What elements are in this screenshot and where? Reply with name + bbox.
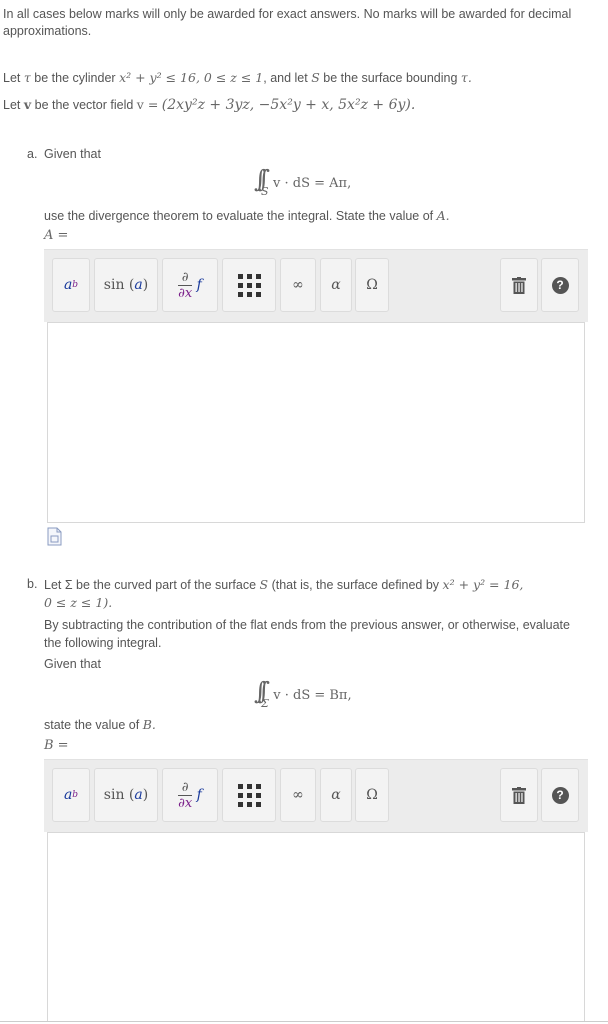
part-a-given: Given that	[44, 147, 101, 161]
greek-lower-button[interactable]: α	[320, 768, 352, 822]
power-button[interactable]: a b	[52, 258, 90, 312]
part-a-label: a.	[27, 147, 38, 161]
setup-line-2: Let v be the vector field v = (2xy²z + 3yz, −5x²y + x, 5x²z + 6y).	[3, 97, 416, 113]
trash-icon	[512, 787, 526, 804]
power-button[interactable]: a b	[52, 768, 90, 822]
infinity-button[interactable]: ∞	[280, 768, 316, 822]
help-button[interactable]	[541, 258, 579, 312]
vector-field-expression: (2xy²z + 3yz, −5x²y + x, 5x²z + 6y).	[161, 97, 416, 113]
part-b-answer-label: B =	[44, 738, 69, 753]
help-icon: ?	[552, 277, 569, 294]
cylinder-equation: x² + y² ≤ 16, 0 ≤ z ≤ 1	[119, 70, 264, 85]
matrix-button[interactable]	[222, 258, 276, 312]
part-a-instruction: use the divergence theorem to evaluate the integral. State the value of A.	[44, 208, 450, 223]
part-b-given: Given that	[44, 657, 101, 671]
delete-button[interactable]	[500, 258, 538, 312]
greek-lower-button[interactable]: α	[320, 258, 352, 312]
infinity-button[interactable]: ∞	[280, 258, 316, 312]
part-a-math-toolbar	[44, 249, 588, 322]
part-a-integral: $\int\int_S$ v · dS = Aπ,	[254, 165, 352, 198]
function-button[interactable]: sin ( a )	[94, 258, 158, 312]
matrix-grid-icon	[238, 274, 261, 297]
page-bottom-divider	[0, 1021, 608, 1022]
function-button[interactable]: sin ( a )	[94, 768, 158, 822]
instructions-text: In all cases below marks will only be awarded for exact answers. No marks will be awarded for decimal approximations.	[3, 7, 572, 38]
part-b-label: b.	[27, 577, 38, 591]
matrix-grid-icon	[238, 784, 261, 807]
part-b-instruction: state the value of B.	[44, 717, 156, 732]
part-b-line-2: 0 ≤ z ≤ 1).	[44, 595, 113, 610]
part-b-paragraph: By subtracting the contribution of the flat ends from the previous answer, or otherwise, evaluate the following integral.	[44, 618, 570, 650]
part-b-answer-editor[interactable]	[47, 832, 585, 1022]
delete-button[interactable]	[500, 768, 538, 822]
setup-line-1: Let τ be the cylinder x² + y² ≤ 16, 0 ≤ z ≤ 1, and let S be the surface bounding τ.	[3, 70, 472, 85]
part-a-answer-label: A =	[44, 228, 69, 243]
part-b-math-toolbar	[44, 759, 588, 832]
trash-icon	[512, 277, 526, 294]
derivative-button[interactable]: ∂ ∂x f	[162, 258, 218, 312]
help-button[interactable]	[541, 768, 579, 822]
matrix-button[interactable]	[222, 768, 276, 822]
greek-upper-button[interactable]: Ω	[355, 768, 389, 822]
derivative-button[interactable]: ∂ ∂x f	[162, 768, 218, 822]
document-icon[interactable]	[47, 527, 62, 546]
part-a-answer-editor[interactable]	[47, 322, 585, 523]
help-icon: ?	[552, 787, 569, 804]
part-b-line-1: Let Σ be the curved part of the surface S (that is, the surface defined by x² + y² = 16,	[44, 577, 524, 592]
part-b-integral: $\int\int_\Sigma$ v · dS = Bπ,	[254, 677, 352, 710]
greek-upper-button[interactable]: Ω	[355, 258, 389, 312]
